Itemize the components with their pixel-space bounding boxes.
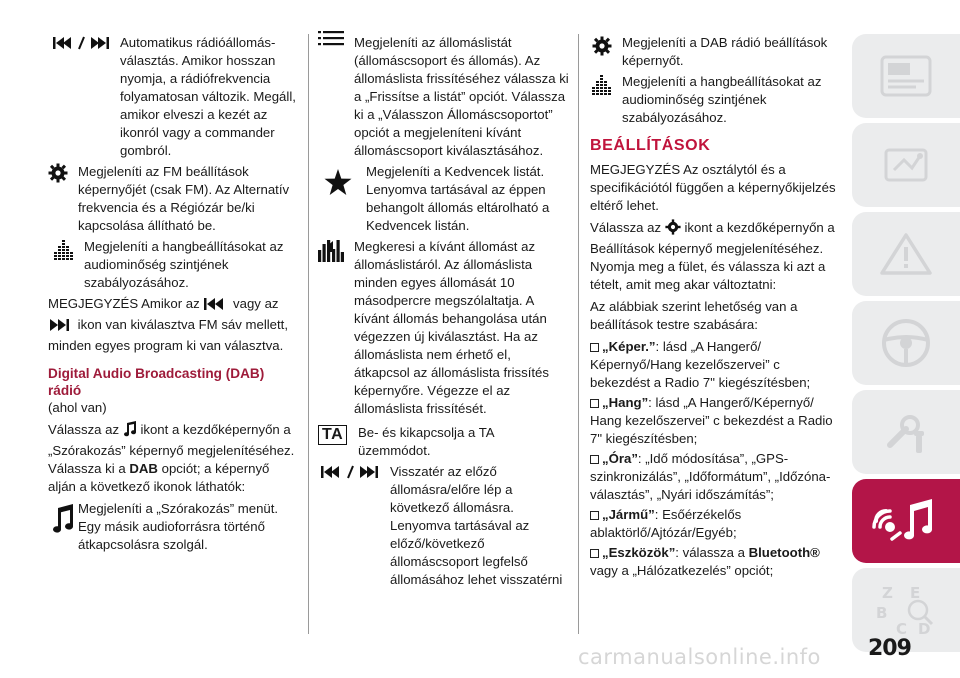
station-list-text: Megjeleníti az állomáslistát (állomáscsoport és állomás). Az állomáslista frissítéséhez válassza ki a „Frissítse a listát” opciót. Válassza ki a „Válasszon Állomáscsoportot” opciót a megjeleníteni kívánt állomáscsoport kiválasztásához. — [354, 35, 569, 158]
wrench-icon — [876, 405, 936, 459]
settings-bullet-display: „Képer.”: lásd „A Hangerő/ Képernyő/Hang kezelőszervei” c bekezdést a Radio 7" kiegészítésben; — [590, 339, 811, 390]
sound-settings-text: Megjeleníti a hangbeállításokat az audiominőség szintjének szabályozásához. — [84, 239, 284, 290]
dab-sound-description — [590, 73, 842, 127]
svg-text:E: E — [910, 584, 921, 602]
page-number: 209 — [868, 636, 911, 661]
section-title-settings: BEÁLLÍTÁSOK — [590, 137, 711, 154]
favorites-text: Megjeleníti a Kedvencek listát. Lenyomva tartásával az éppen behangolt állomás eltárolható a Kedvencek listán. — [366, 164, 550, 233]
settings-bullet-clock: „Óra”: „Idő módosítása”, „GPS-szinkronizálás”, „Időformátum”, „Időzóna-választás”, „Nyári időszámítás”; — [590, 451, 831, 502]
station-list-description — [318, 34, 570, 160]
seek-forward-icon — [48, 318, 74, 337]
music-note-icon — [52, 504, 74, 534]
fm-settings-text: Megjeleníti az FM beállítások képernyőjét (csak FM). Az Alternatív frekvencia és a Régiózár be/ki kapcsolása állítható be. — [78, 164, 290, 233]
ta-description — [318, 424, 570, 460]
bullet-box — [590, 399, 599, 408]
settings-instructions: Válassza az ikont a kezdőképernyőn a Beállítások képernyő megjelenítéséhez. Nyomja meg a fület, és válassza ki azt a tételt, amit meg akar változtatni: — [590, 220, 835, 292]
entertainment-description — [48, 500, 300, 554]
bullet-box — [590, 455, 599, 464]
scan-description — [318, 238, 570, 418]
svg-text:Z: Z — [882, 584, 893, 602]
dab-settings-description — [590, 34, 842, 70]
ta-text: Be- és kikapcsolja a TA üzemmódot. — [358, 425, 494, 458]
settings-customize: Az alábbiak szerint lehetőség van a beállítások testre szabására: — [590, 299, 798, 332]
dashboard-tab[interactable] — [852, 34, 960, 118]
seek-back-icon — [203, 297, 229, 316]
gear-icon-dab — [592, 36, 612, 56]
settings-note: MEGJEGYZÉS Az osztálytól és a specifikációtól függően a képernyőkijelzés eltérő lehet. — [590, 162, 836, 213]
column-3 — [590, 34, 842, 582]
bullet-box — [590, 549, 599, 558]
svg-text:D: D — [918, 620, 931, 638]
seek-description — [48, 34, 300, 160]
column-divider-1 — [308, 34, 309, 634]
settings-bullet-vehicle: „Jármű”: Esőérzékelős ablaktörlő/Ajtózár/Egyéb; — [590, 507, 742, 540]
gear-icon — [48, 163, 68, 183]
driving-tab[interactable] — [852, 301, 960, 385]
fm-settings-description — [48, 163, 300, 235]
gear-inline-icon — [665, 219, 681, 240]
scan-text: Megkeresi a kívánt állomást az állomáslistáról. Az állomáslista minden egyes állomását 10 másodpercre megszólaltatja. A kívánt állomás behangolása után végezzen új kiválasztást. Ha az állomáslista nem érhető el, átkapcsol az állomáslista frissítés képernyőre. Végezze el az állomáslista frissítését. — [354, 239, 549, 416]
steering-wheel-icon — [876, 316, 936, 370]
safety-tab[interactable] — [852, 123, 960, 207]
fm-note: MEGJEGYZÉS Amikor az vagy az ikon van kiválasztva FM sáv mellett, minden egyes program ki van választva. — [48, 296, 289, 353]
seek-text: Automatikus rádióállomás-választás. Amikor hosszan nyomja, a rádiófrekvencia folyamatosan változik. Megáll, amikor elveszi a kezét az ikonról vagy a commander gombról. — [120, 35, 296, 158]
bullet-box — [590, 511, 599, 520]
column-divider-2 — [578, 34, 579, 634]
warning-icon — [876, 229, 936, 279]
multimedia-icon — [870, 493, 942, 549]
dab-instructions: Válassza az ikont a kezdőképernyőn a „Szórakozás” képernyő megjelenítéséhez. Válassza ki a DAB opciót; a képernyő alján a következő ikonok láthatók: — [48, 422, 295, 494]
equalizer-icon-dab — [592, 75, 614, 95]
alphabet-index-icon — [870, 580, 942, 640]
list-icon — [318, 30, 344, 48]
dab-heading: Digital Audio Broadcasting (DAB) rádió — [48, 366, 265, 398]
watermark: carmanualsonline.info — [578, 645, 821, 669]
equalizer-icon — [54, 240, 76, 260]
emergency-tab[interactable] — [852, 212, 960, 296]
svg-text:B: B — [876, 604, 888, 622]
entertainment-text: Megjeleníti a „Szórakozás” menüt. Egy másik audioforrásra történő átkapcsolásra szolgál. — [78, 501, 279, 552]
column-2 — [318, 34, 570, 592]
music-note-small-icon — [123, 421, 137, 442]
column-1 — [48, 34, 300, 557]
sound-settings-description — [48, 238, 300, 292]
chapter-tab-bar — [852, 34, 960, 661]
dashboard-icon — [876, 51, 936, 101]
settings-bullet-sound: „Hang”: lásd „A Hangerő/Képernyő/ Hang kezelőszervei” c bekezdést a Radio 7" kiegészítésben; — [590, 395, 833, 446]
station-seek-text: Visszatér az előző állomásra/előre lép a következő állomásra. Lenyomva tartásával az előző/következő állomáscsoport legfelső állomásához lehet visszatérni — [390, 464, 563, 587]
dab-sound-text: Megjeleníti a hangbeállításokat az audiominőség szintjének szabályozásához. — [622, 74, 822, 125]
station-seek-description — [318, 463, 570, 589]
maintenance-tab[interactable] — [852, 390, 960, 474]
svg-text:C: C — [896, 620, 908, 638]
favorites-description — [318, 163, 570, 235]
dab-settings-text: Megjeleníti a DAB rádió beállítások képernyőt. — [622, 35, 828, 68]
multimedia-tab[interactable] — [852, 479, 960, 563]
settings-bullet-devices: „Eszközök”: válassza a Bluetooth® vagy a „Hálózatkezelés” opciót; — [590, 545, 820, 578]
scan-icon — [318, 240, 344, 262]
ta-icon — [318, 425, 347, 445]
bullet-box — [590, 343, 599, 352]
station-seek-icon — [318, 465, 384, 479]
dab-availability: (ahol van) — [48, 400, 107, 415]
ta-label: TA — [318, 425, 347, 445]
seek-back-forward-icon — [48, 36, 114, 50]
star-icon — [324, 169, 352, 196]
car-key-icon — [876, 140, 936, 190]
